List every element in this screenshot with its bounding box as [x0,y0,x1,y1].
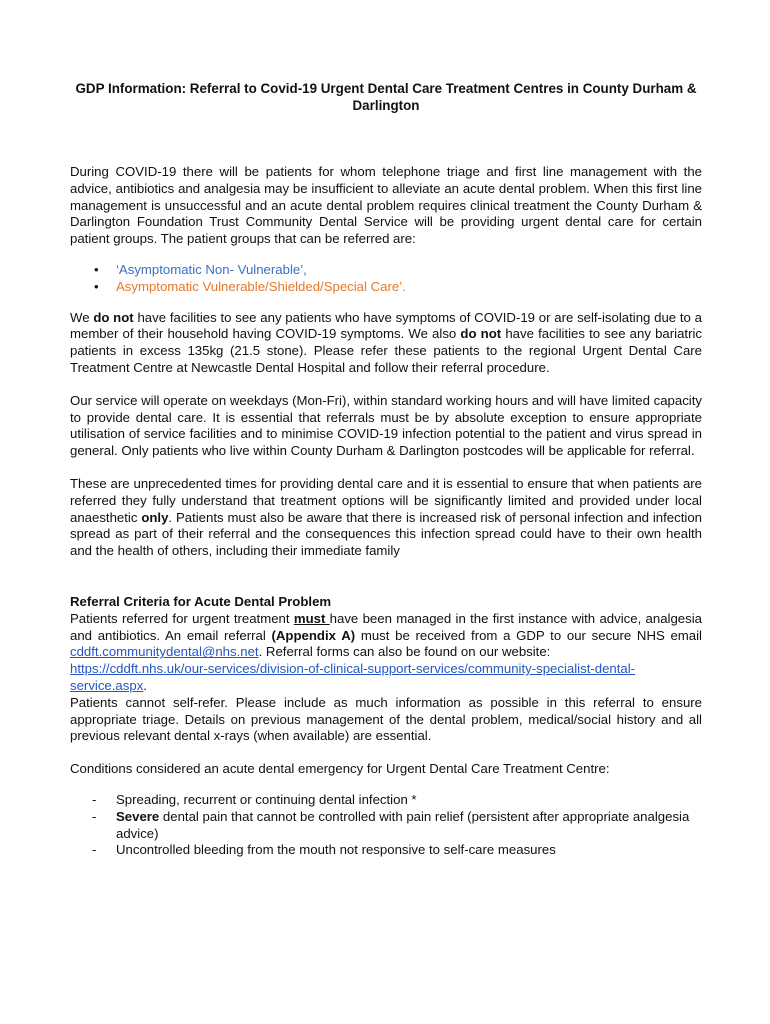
do-not-emphasis: do not [460,326,502,342]
intro-paragraph: During COVID-19 there will be patients for whom telephone triage and first line management with the advice, antibiotics and analgesia may be insufficient to alleviate an acute dental problem. When this first line management is unsuccessful and an acute dental problem requires clinical treatment the County Durham & Darlington Foundation Trust Community Dental Service will be providing urgent dental care for certain patient groups. The patient groups that can be referred are: [70,164,702,247]
condition-item-bleeding: - Uncontrolled bleeding from the mouth not responsive to self-care measures [116,842,702,859]
severe-emphasis: Severe [116,808,160,824]
referral-criteria-paragraph: Patients referred for urgent treatment must have been managed in the first instance with advice, analgesia and antibiotics. An email referral (Appendix A) must be received from a GDP to our secure NHS email cddft.communitydental@nhs.net. Referral forms can also be found on our website: [70,610,702,660]
email-link[interactable]: cddft.communitydental@nhs.net [70,644,259,660]
unprecedented-times-paragraph: These are unprecedented times for providing dental care and it is essential to ensure that when patients are referred they fully understand that treatment options will be significantly limited and provided under local anaesthetic only. Patients must also be aware that there is increased risk of personal infection and infection spread as part of their referral and the consequences this infection spread could have to their own health and the health of others, including their immediate family [70,475,702,559]
self-refer-paragraph: Patients cannot self-refer. Please include as much information as possible in this referral to ensure appropriate triage. Details on previous management of the dental problem, medical/social history and all previous relevant dental x-rays (when available) are essential. [70,694,702,744]
condition-item-infection: - Spreading, recurrent or continuing dental infection * [116,792,702,809]
group-item-vulnerable: • Asymptomatic Vulnerable/Shielded/Special Care’. [116,279,702,296]
patient-groups-list [70,262,702,296]
conditions-intro: Conditions considered an acute dental emergency for Urgent Dental Care Treatment Centre: [70,761,610,777]
group-item-non-vulnerable: • ‘Asymptomatic Non- Vulnerable’, [116,262,702,279]
website-line: https://cddft.nhs.uk/our-services/division-of-clinical-support-services/community-specialist-dental-service.aspx. [70,661,636,693]
document-page [70,80,702,859]
do-not-emphasis: do not [93,309,134,325]
appendix-a-reference: (Appendix A) [271,627,356,643]
only-emphasis: only [141,509,169,525]
service-hours-paragraph: Our service will operate on weekdays (Mon-Fri), within standard working hours and will have limited capacity to provide dental care. It is essential that referrals must be by absolute exception to ensure appropriate utilisation of service facilities and to minimise COVID-19 infection potential to the patient and virus spread in general. Only patients who live within County Durham & Darlington postcodes will be applicable for referral. [70,392,702,459]
referral-criteria-heading: Referral Criteria for Acute Dental Problem [70,593,332,609]
must-emphasis: must [293,610,330,626]
page-title: GDP Information: Referral to Covid-19 Urgent Dental Care Treatment Centres in County Durham & Darlington [75,81,697,113]
exclusions-paragraph: We do not have facilities to see any patients who have symptoms of COVID-19 or are self-isolating due to a member of their household having COVID-19 symptoms. We also do not have facilities to see any bariatric patients in excess 135kg (21.5 stone). Please refer these patients to the regional Urgent Dental Care Treatment Centre at Newcastle Dental Hospital and follow their referral procedure. [70,309,702,375]
condition-item-severe-pain: - Severe dental pain that cannot be controlled with pain relief (persistent after appropriate analgesia advice) [116,809,702,843]
conditions-list [70,792,702,859]
website-link[interactable]: https://cddft.nhs.uk/our-services/division-of-clinical-support-services/community-specialist-dental-service.aspx [70,661,636,693]
